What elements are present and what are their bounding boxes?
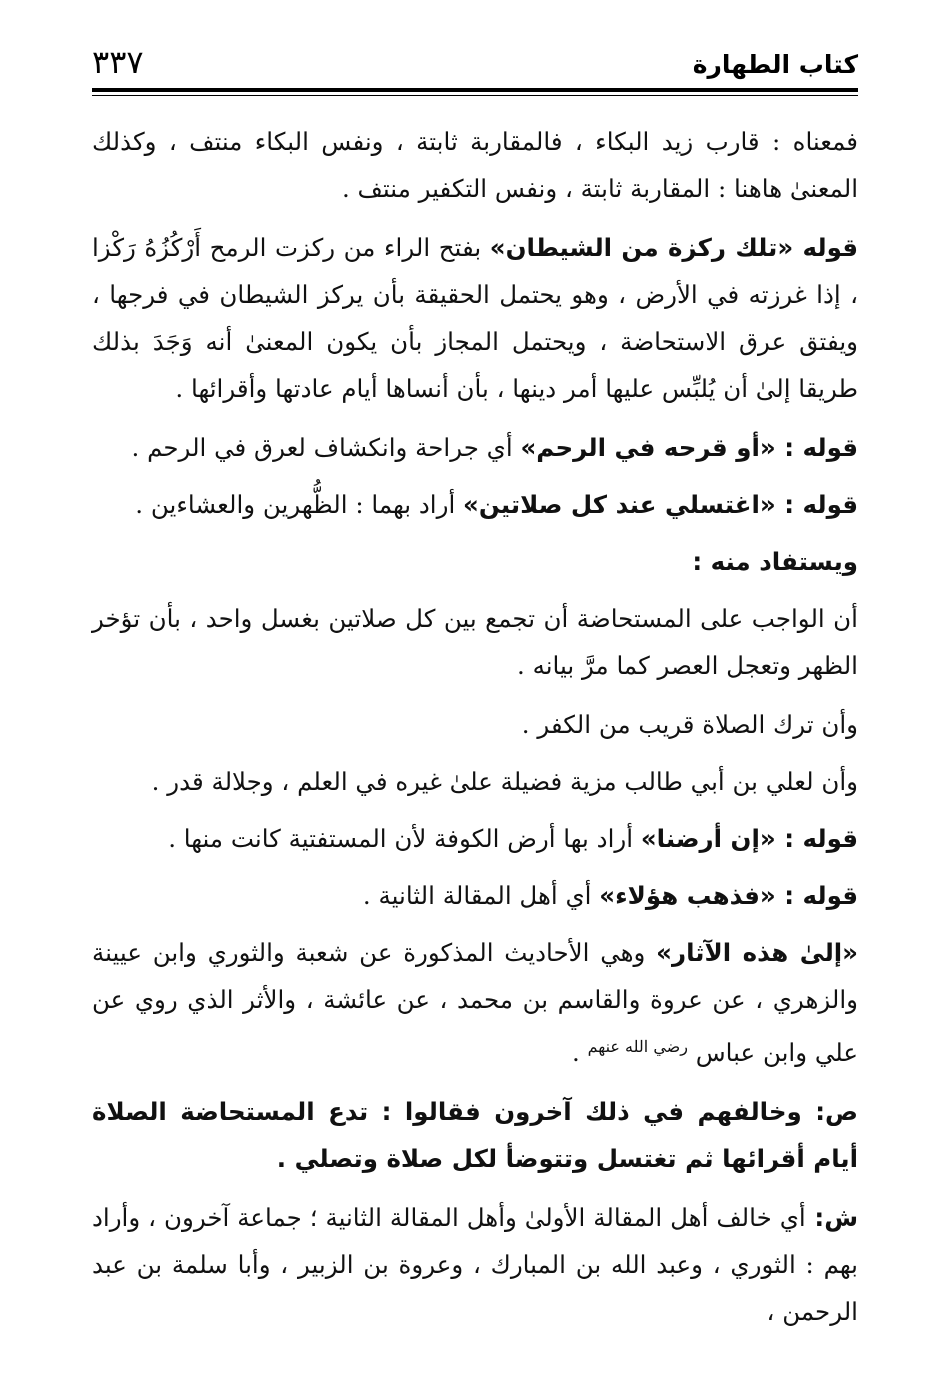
running-title: كتاب الطهارة [692,50,858,79]
paragraph-text: أي أهل المقالة الثانية . [362,881,600,910]
paragraph-wajib [92,595,858,689]
paragraph-text: فمعناه : قارب زيد البكاء ، فالمقاربة ثابتة ، ونفس البكاء منتف ، وكذلك المعنىٰ هاهنا : المقاربة ثابتة ، ونفس التكفير منتف . [92,127,858,203]
paragraph-shin [92,1194,858,1335]
paragraph-text: أي خالف أهل المقالة الأولىٰ وأهل المقالة الثانية ؛ جماعة آخرون ، وأراد بهم : الثوري ، وعبد الله بن المبارك ، وعروة بن الزبير ، وأبا سلمة بن عبد الرحمن ، [92,1203,858,1327]
paragraph-tail: . [571,1038,588,1068]
paragraph-dhahaba [92,872,858,919]
paragraph-athar [92,929,858,1076]
paragraph-text: أراد بها أرض الكوفة لأن المستفتية كانت منها . [168,824,641,853]
paragraph-lead: ويستفاد منه : [692,547,858,576]
page-number: ٣٣٧ [92,43,144,81]
paragraph-lead: قوله : «أو قرحه في الرحم» [520,433,858,462]
paragraph-meaning [92,118,858,212]
paragraph-text: وهي الأحاديث المذكورة عن شعبة والثوري وابن عيينة والزهري ، عن عروة والقاسم بن محمد ، عن عائشة ، والأثر الذي روي عن علي وابن عباس [92,938,858,1068]
honorific-glyph: رضي الله عنهم [587,1037,688,1056]
paragraph-yustafad [92,538,858,585]
paragraph-text: وخالفهم في ذلك آخرون فقالوا : تدع المستحاضة الصلاة أيام أقرائها ثم تغتسل وتتوضأ لكل صلاة وتصلي . [92,1097,858,1174]
paragraph-sad [92,1088,858,1182]
paragraph-lead: قوله : «اغتسلي عند كل صلاتين» [463,490,858,519]
paragraph-text: وأن ترك الصلاة قريب من الكفر . [521,710,858,739]
page-header [92,42,858,90]
paragraph-lead: ص: [801,1097,858,1127]
header-rule-thick [92,88,858,92]
paragraph-qarha [92,424,858,471]
paragraph-lead: قوله «تلك ركزة من الشيطان» [489,233,858,262]
paragraph-text: بفتح الراء من ركزت الرمح أَرْكُزُهُ رَكْزا ، إذا غرزته في الأرض ، وهو يحتمل الحقيقة بأن يركز الشيطان في فرجها ، ويفتق عرق الاستحاضة ، ويحتمل المجاز بأن يكون المعنىٰ أنه وَجَدَ بذلك طريقا إلىٰ أن يُلبِّس عليها أمر دينها ، بأن أنساها أيام عادتها وأقرائها . [92,233,858,403]
paragraph-text: وأن لعلي بن أبي طالب مزية فضيلة علىٰ غيره في العلم ، وجلالة قدر . [151,767,858,796]
header-rule-thin [92,95,858,96]
paragraph-ightasili [92,481,858,528]
paragraph-lead: ش: [805,1203,859,1233]
paragraph-text: أن الواجب على المستحاضة أن تجمع بين كل صلاتين بغسل واحد ، بأن تؤخر الظهر وتعجل العصر كما مرَّ بيانه . [92,604,858,680]
paragraph-text: أراد بهما : الظُّهرين والعشاءين . [135,490,464,519]
page-body [92,118,858,1341]
paragraph-lead: «إلىٰ هذه الآثار» [656,938,858,967]
paragraph-lead: قوله : «فذهب هؤلاء» [599,881,858,910]
paragraph-lead: قوله : «إن أرضنا» [640,824,858,853]
paragraph-ardana [92,815,858,862]
paragraph-text: أي جراحة وانكشاف لعرق في الرحم . [131,433,521,462]
paragraph-ali [92,758,858,805]
paragraph-tark-salat [92,701,858,748]
paragraph-rakza [92,224,858,412]
